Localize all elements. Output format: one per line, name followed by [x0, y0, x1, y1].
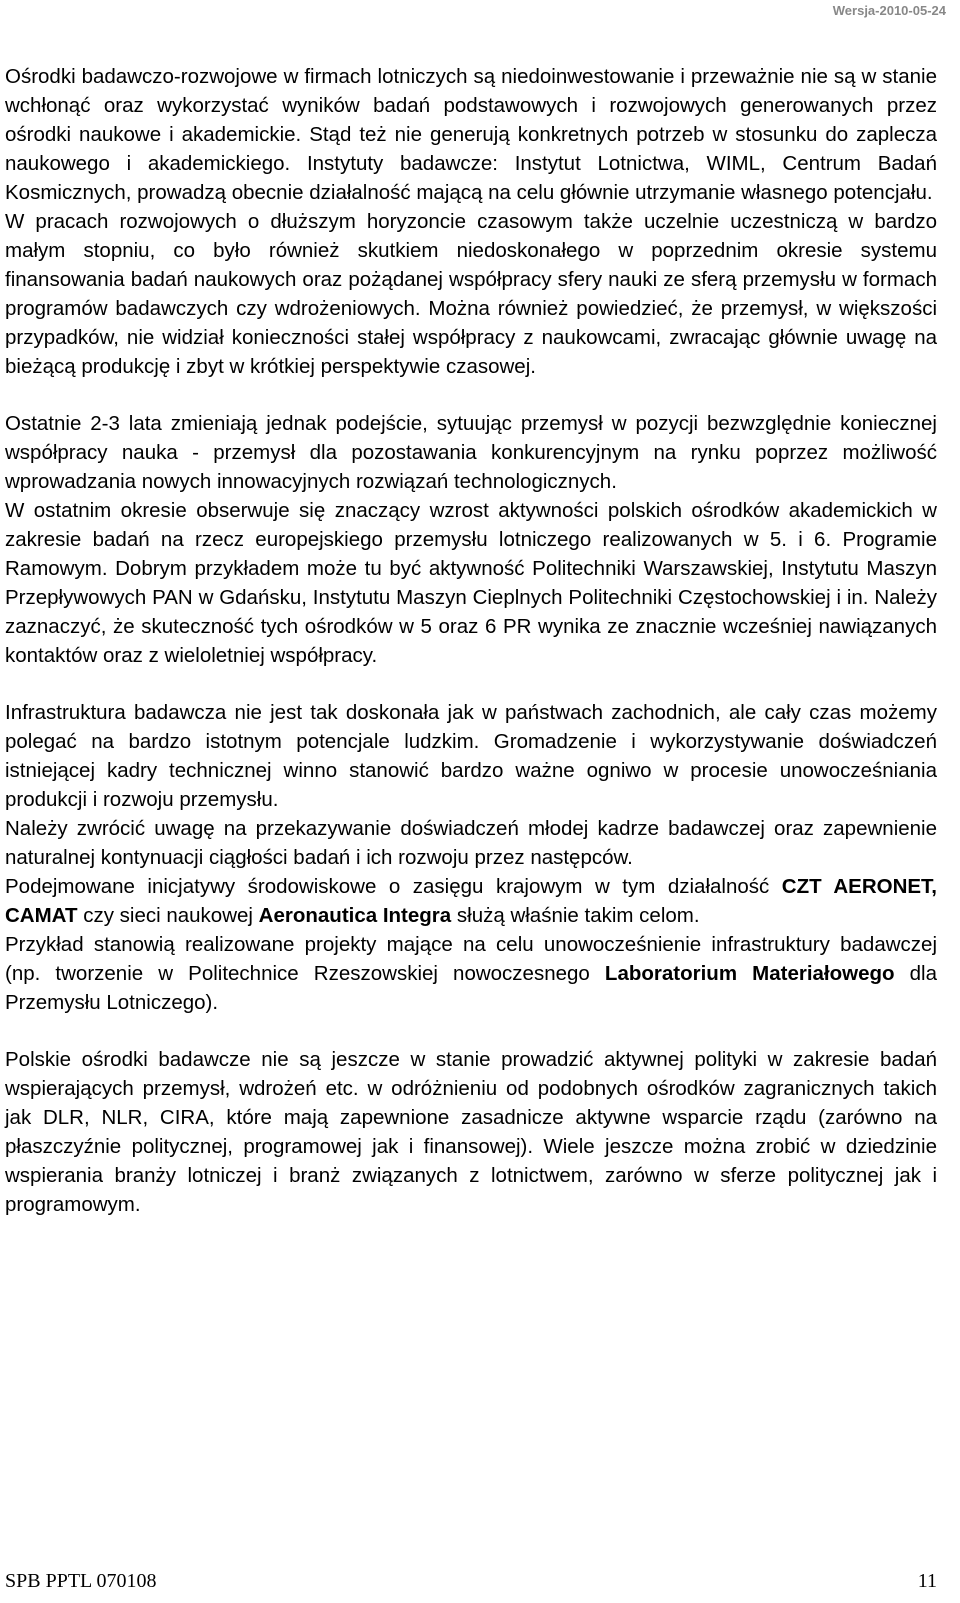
- page-footer: [5, 1570, 937, 1600]
- paragraph-7-bold-2: Aeronautica Integra: [258, 904, 452, 927]
- paragraph-7-bold-1: CZT AERONET, CAMAT: [5, 875, 938, 927]
- paragraph-2: W pracach rozwojowych o dłuższym horyzoncie czasowym także uczelnie uczestniczą w bardzo małym stopniu, co było również skutkiem niedoskonałego w poprzednim okresie systemu finansowania badań naukowych oraz pożądanej współpracy sfery nauki ze sferą przemysłu w formach programów badawczych czy wdrożeniowych. Można również powiedzieć, że przemysł, w większości przypadków, nie widział konieczności stałej współpracy z naukowcami, zwracając głównie uwagę na bieżącą produkcję i zbyt w krótkiej perspektywie czasowej.: [5, 210, 937, 378]
- paragraph-7-text-3: służą właśnie takim celom.: [451, 904, 700, 927]
- paragraph-7-text-1: Podejmowane inicjatywy środowiskowe o zasięgu krajowym w tym działalność: [5, 875, 782, 898]
- paragraph-8-bold-1: Laboratorium Materiałowego: [604, 962, 895, 985]
- paragraph-4: W ostatnim okresie obserwuje się znaczący wzrost aktywności polskich ośrodków akademickich w zakresie badań na rzecz europejskiego przemysłu lotniczego realizowanych w 5. i 6. Programie Ramowym. Dobrym przykładem może tu być aktywność Politechniki Warszawskiej, Instytutu Maszyn Przepływowych PAN w Gdańsku, Instytutu Maszyn Cieplnych Politechniki Częstochowskiej i in. Należy zaznaczyć, że skuteczność tych ośrodków w 5 oraz 6 PR wynika ze znacznie wcześniej nawiązanych kontaktów oraz z wieloletniej współpracy.: [5, 499, 937, 667]
- paragraph-9: Polskie ośrodki badawcze nie są jeszcze w stanie prowadzić aktywnej polityki w zakresie badań wspierających przemysł, wdrożeń etc. w odróżnieniu od podobnych ośrodków zagranicznych takich jak DLR, NLR, CIRA, które mają zapewnione zasadnicze aktywne wsparcie rządu (zarówno na płaszczyźnie politycznej, programowej jak i finansowej). Wiele jeszcze można zrobić w dziedzinie wspierania branży lotniczej i branż związanych z lotnictwem, zarówno w sferze politycznej jak i programowym.: [5, 1048, 937, 1216]
- paragraph-6: Należy zwrócić uwagę na przekazywanie doświadczeń młodej kadrze badawczej oraz zapewnienie naturalnej kontynuacji ciągłości badań i ich rozwoju przez następców.: [5, 817, 937, 869]
- paragraph-1: Ośrodki badawczo-rozwojowe w firmach lotniczych są niedoinwestowanie i przeważnie nie są w stanie wchłonąć oraz wykorzystać wyników badań podstawowych i rozwojowych generowanych przez ośrodki naukowe i akademickie. Stąd też nie generują konkretnych potrzeb w stosunku do zaplecza naukowego i akademickiego. Instytuty badawcze: Instytut Lotnictwa, WIML, Centrum Badań Kosmicznych, prowadzą obecnie działalność mającą na celu głównie utrzymanie własnego potencjału.: [5, 65, 937, 204]
- paragraph-7: [5, 872, 937, 930]
- paragraph-8: [5, 930, 937, 1017]
- footer-page-number: 11: [917, 1570, 937, 1592]
- paragraph-7-text-2: czy sieci naukowej: [77, 904, 259, 927]
- paragraph-8-text-1: Przykład stanowią realizowane projekty mające na celu unowocześnienie infrastruktury badawczej (np. tworzenie w Politechnice Rzeszowskiej nowoczesnego: [5, 933, 937, 985]
- paragraph-8-text-2: dla Przemysłu Lotniczego).: [5, 962, 937, 1014]
- document-body: [5, 62, 937, 1219]
- version-header: Wersja-2010-05-24: [832, 3, 946, 18]
- paragraph-3: Ostatnie 2-3 lata zmieniają jednak podejście, sytuując przemysł w pozycji bezwzględnie koniecznej współpracy nauka - przemysł dla pozostawania konkurencyjnym na rynku poprzez możliwość wprowadzania nowych innowacyjnych rozwiązań technologicznych.: [5, 412, 937, 493]
- paragraph-5: Infrastruktura badawcza nie jest tak doskonała jak w państwach zachodnich, ale cały czas możemy polegać na bardzo istotnym potencjale ludzkim. Gromadzenie i wykorzystywanie doświadczeń istniejącej kadry technicznej winno stanowić bardzo ważne ogniwo w procesie unowocześniania produkcji i rozwoju przemysłu.: [5, 701, 937, 811]
- footer-doc-id: SPB PPTL 070108: [5, 1570, 157, 1592]
